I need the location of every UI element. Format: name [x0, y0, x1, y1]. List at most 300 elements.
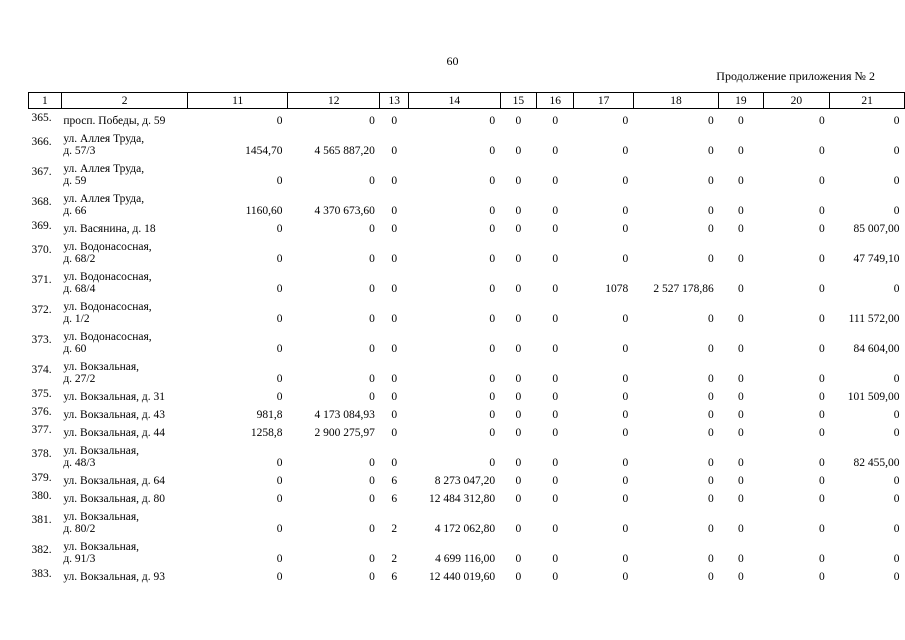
cell-16: 0 [552, 343, 559, 355]
cell-17: 1078 [605, 283, 629, 295]
cell-19: 0 [738, 553, 744, 565]
cell-11: 0 [276, 523, 283, 535]
header-cell: 21 [830, 93, 905, 109]
cell-14: 0 [489, 409, 496, 421]
cell-12: 2 900 275,97 [314, 427, 375, 439]
cell-12: 4 370 673,60 [314, 205, 375, 217]
cell-17: 0 [622, 523, 629, 535]
cell-17: 0 [622, 145, 629, 157]
cell-14: 0 [489, 253, 496, 265]
cell-21: 111 572,00 [848, 313, 900, 325]
cell-16: 0 [552, 523, 559, 535]
table-row [29, 109, 905, 128]
cell-13: 0 [391, 253, 398, 265]
cell-21: 0 [893, 571, 900, 583]
cell-15: 0 [515, 223, 522, 235]
cell-15: 0 [515, 373, 522, 385]
cell-14: 0 [489, 343, 496, 355]
table-row [29, 187, 905, 217]
cell-14: 0 [489, 205, 496, 217]
table-body [29, 109, 905, 584]
cell-21: 101 509,00 [847, 391, 900, 403]
cell-12: 0 [369, 223, 375, 235]
row-number: 374. [31, 364, 52, 376]
cell-13: 0 [391, 313, 398, 325]
cell-19: 0 [738, 283, 744, 295]
cell-17: 0 [622, 253, 629, 265]
cell-11: 0 [276, 115, 283, 127]
address-line-1: ул. Вокзальная, [63, 511, 140, 523]
cell-11: 1258,8 [250, 427, 283, 439]
cell-16: 0 [552, 205, 559, 217]
page-number: 60 [446, 54, 459, 68]
row-number: 377. [31, 424, 52, 436]
cell-12: 0 [369, 313, 375, 325]
cell-20: 0 [819, 493, 825, 505]
cell-16: 0 [552, 475, 559, 487]
cell-16: 0 [552, 391, 559, 403]
table-row [29, 217, 905, 235]
cell-19: 0 [738, 493, 744, 505]
cell-13: 2 [391, 553, 398, 565]
table-row [29, 127, 905, 157]
cell-17: 0 [622, 373, 629, 385]
address-line-1: ул. Водонасосная, [63, 271, 152, 283]
header-row [29, 93, 905, 109]
cell-18: 0 [708, 373, 714, 385]
cell-17: 0 [622, 313, 629, 325]
address-line-1: ул. Вокзальная, [63, 361, 140, 373]
cell-16: 0 [552, 145, 559, 157]
cell-11: 0 [276, 253, 283, 265]
address-line-2: д. 60 [63, 343, 87, 355]
cell-17: 0 [622, 391, 629, 403]
cell-17: 0 [622, 175, 629, 187]
address-line-2: д. 1/2 [63, 313, 90, 325]
cell-18: 0 [708, 115, 714, 127]
header-cell: 20 [763, 93, 830, 109]
cell-12: 0 [369, 391, 375, 403]
header-cell: 1 [29, 93, 62, 109]
cell-19: 0 [738, 115, 744, 127]
address-line-2: д. 27/2 [63, 373, 96, 385]
cell-20: 0 [819, 343, 825, 355]
header-cell: 17 [574, 93, 633, 109]
cell-11: 0 [276, 391, 283, 403]
cell-14: 0 [489, 223, 496, 235]
cell-12: 0 [369, 283, 375, 295]
cell-21: 0 [893, 409, 900, 421]
cell-19: 0 [738, 457, 744, 469]
header-cell: 14 [409, 93, 501, 109]
row-number: 378. [31, 448, 52, 460]
address-cell: ул. Вокзальная, д. 31 [63, 391, 166, 403]
cell-13: 0 [391, 205, 398, 217]
address-cell [61, 439, 188, 469]
cell-15: 0 [515, 313, 522, 325]
cell-19: 0 [738, 253, 744, 265]
cell-13: 0 [391, 223, 398, 235]
cell-12: 0 [369, 175, 375, 187]
cell-15: 0 [515, 205, 522, 217]
cell-18: 0 [708, 343, 714, 355]
address-cell [61, 325, 188, 355]
cell-19: 0 [738, 343, 744, 355]
address-line-1: ул. Аллея Труда, [63, 163, 145, 175]
header-cell: 13 [380, 93, 409, 109]
address-line-1: ул. Аллея Труда, [63, 193, 145, 205]
row-number: 376. [31, 406, 52, 418]
cell-18: 0 [708, 427, 714, 439]
cell-18: 0 [708, 223, 714, 235]
cell-21: 0 [893, 283, 900, 295]
cell-14: 0 [489, 175, 496, 187]
cell-18: 0 [708, 253, 714, 265]
cell-16: 0 [552, 283, 559, 295]
cell-13: 0 [391, 283, 398, 295]
appendix-label: Продолжение приложения № 2 [716, 69, 875, 83]
row-number: 372. [31, 304, 52, 316]
cell-15: 0 [515, 523, 522, 535]
address-line-1: ул. Вокзальная, [63, 541, 140, 553]
address-cell [61, 157, 188, 187]
cell-11: 0 [276, 475, 283, 487]
row-number: 369. [31, 220, 52, 232]
cell-19: 0 [738, 409, 744, 421]
cell-18: 2 527 178,86 [653, 283, 714, 295]
address-cell: ул. Вокзальная, д. 64 [63, 475, 166, 487]
address-cell: ул. Вокзальная, д. 44 [63, 427, 166, 439]
cell-15: 0 [515, 553, 522, 565]
cell-20: 0 [819, 553, 825, 565]
address-line-2: д. 68/4 [63, 283, 96, 295]
address-line-1: ул. Вокзальная, [63, 445, 140, 457]
cell-16: 0 [552, 373, 559, 385]
header-cell: 16 [537, 93, 574, 109]
cell-15: 0 [515, 391, 522, 403]
cell-15: 0 [515, 457, 522, 469]
table-row [29, 535, 905, 565]
row-number: 383. [31, 568, 52, 580]
cell-13: 0 [391, 409, 398, 421]
address-cell: ул. Васянина, д. 18 [63, 223, 156, 235]
cell-21: 0 [893, 145, 900, 157]
cell-11: 981,8 [256, 409, 283, 421]
cell-19: 0 [738, 475, 744, 487]
cell-16: 0 [552, 409, 559, 421]
cell-19: 0 [738, 205, 744, 217]
table-row [29, 325, 905, 355]
cell-12: 0 [369, 115, 375, 127]
cell-21: 82 455,00 [853, 457, 900, 469]
row-number: 366. [31, 136, 52, 148]
cell-16: 0 [552, 115, 559, 127]
cell-21: 47 749,10 [853, 253, 900, 265]
cell-14: 12 484 312,80 [428, 493, 496, 505]
cell-20: 0 [819, 145, 825, 157]
cell-11: 0 [276, 457, 283, 469]
cell-18: 0 [708, 313, 714, 325]
cell-20: 0 [819, 223, 825, 235]
address-line-2: д. 48/3 [63, 457, 96, 469]
cell-16: 0 [552, 493, 559, 505]
cell-20: 0 [819, 427, 825, 439]
table-row [29, 469, 905, 487]
cell-19: 0 [738, 523, 744, 535]
table-row [29, 403, 905, 421]
cell-21: 0 [893, 373, 900, 385]
cell-20: 0 [819, 175, 825, 187]
cell-13: 0 [391, 427, 398, 439]
cell-11: 0 [276, 493, 283, 505]
row-number: 373. [31, 334, 52, 346]
cell-20: 0 [819, 115, 825, 127]
table-row [29, 487, 905, 505]
address-line-2: д. 80/2 [63, 523, 96, 535]
cell-20: 0 [819, 457, 825, 469]
row-number: 375. [31, 388, 52, 400]
cell-21: 0 [893, 523, 900, 535]
address-cell [61, 295, 188, 325]
cell-17: 0 [622, 409, 629, 421]
cell-20: 0 [819, 571, 825, 583]
cell-14: 0 [489, 391, 496, 403]
cell-12: 0 [369, 553, 375, 565]
cell-11: 0 [276, 343, 283, 355]
cell-11: 1454,70 [245, 145, 283, 157]
row-number: 365. [31, 112, 52, 124]
cell-20: 0 [819, 373, 825, 385]
cell-15: 0 [515, 571, 522, 583]
header-cell: 11 [188, 93, 288, 109]
cell-15: 0 [515, 175, 522, 187]
header-cell: 15 [500, 93, 536, 109]
cell-13: 0 [391, 175, 398, 187]
cell-19: 0 [738, 373, 744, 385]
table-row [29, 565, 905, 583]
address-line-2: д. 59 [63, 175, 87, 187]
cell-17: 0 [622, 343, 629, 355]
cell-11: 0 [276, 553, 283, 565]
cell-20: 0 [819, 475, 825, 487]
cell-12: 0 [369, 343, 375, 355]
address-line-2: д. 57/3 [63, 145, 96, 157]
cell-20: 0 [819, 253, 825, 265]
cell-17: 0 [622, 553, 629, 565]
cell-14: 0 [489, 457, 496, 469]
table-row [29, 157, 905, 187]
cell-14: 4 172 062,80 [434, 523, 496, 535]
cell-17: 0 [622, 427, 629, 439]
row-number: 381. [31, 514, 52, 526]
cell-11: 0 [276, 571, 283, 583]
cell-13: 0 [391, 115, 398, 127]
row-number: 371. [31, 274, 52, 286]
cell-21: 0 [893, 493, 900, 505]
cell-15: 0 [515, 427, 522, 439]
cell-13: 0 [391, 457, 398, 469]
cell-21: 0 [893, 475, 900, 487]
cell-16: 0 [552, 457, 559, 469]
cell-14: 0 [489, 145, 496, 157]
cell-11: 0 [276, 175, 283, 187]
cell-15: 0 [515, 493, 522, 505]
address-line-1: ул. Аллея Труда, [63, 133, 145, 145]
cell-13: 0 [391, 145, 398, 157]
cell-12: 0 [369, 253, 375, 265]
header-cell: 19 [719, 93, 763, 109]
cell-16: 0 [552, 553, 559, 565]
cell-12: 0 [369, 373, 375, 385]
address-line-1: ул. Водонасосная, [63, 301, 152, 313]
cell-14: 0 [489, 283, 496, 295]
cell-20: 0 [819, 391, 825, 403]
address-cell [61, 265, 188, 295]
cell-12: 4 565 887,20 [314, 145, 375, 157]
address-cell [61, 355, 188, 385]
cell-15: 0 [515, 145, 522, 157]
table-row [29, 355, 905, 385]
cell-21: 0 [893, 205, 900, 217]
cell-18: 0 [708, 523, 714, 535]
cell-12: 0 [369, 523, 375, 535]
cell-12: 0 [369, 571, 375, 583]
cell-13: 6 [391, 475, 398, 487]
cell-18: 0 [708, 475, 714, 487]
cell-20: 0 [819, 409, 825, 421]
address-cell [61, 505, 188, 535]
cell-14: 8 273 047,20 [434, 475, 496, 487]
cell-20: 0 [819, 205, 825, 217]
address-line-1: ул. Водонасосная, [63, 331, 152, 343]
cell-14: 0 [489, 373, 496, 385]
row-number: 382. [31, 544, 52, 556]
address-cell: ул. Вокзальная, д. 93 [63, 571, 166, 583]
cell-16: 0 [552, 571, 559, 583]
cell-20: 0 [819, 313, 825, 325]
cell-15: 0 [515, 283, 522, 295]
cell-11: 0 [276, 223, 283, 235]
cell-17: 0 [622, 457, 629, 469]
table-row [29, 421, 905, 439]
data-table [28, 92, 905, 583]
address-line-2: д. 66 [63, 205, 87, 217]
cell-16: 0 [552, 253, 559, 265]
cell-18: 0 [708, 145, 714, 157]
cell-20: 0 [819, 283, 825, 295]
row-number: 379. [31, 472, 52, 484]
cell-19: 0 [738, 571, 744, 583]
cell-21: 85 007,00 [853, 223, 900, 235]
cell-18: 0 [708, 553, 714, 565]
cell-12: 0 [369, 475, 375, 487]
cell-14: 0 [489, 427, 496, 439]
cell-16: 0 [552, 427, 559, 439]
address-cell [61, 235, 188, 265]
cell-15: 0 [515, 253, 522, 265]
cell-19: 0 [738, 175, 744, 187]
cell-11: 0 [276, 373, 283, 385]
cell-18: 0 [708, 205, 714, 217]
cell-15: 0 [515, 343, 522, 355]
cell-18: 0 [708, 571, 714, 583]
table-row [29, 235, 905, 265]
cell-12: 0 [369, 493, 375, 505]
cell-16: 0 [552, 175, 559, 187]
cell-21: 0 [893, 427, 900, 439]
cell-21: 0 [893, 553, 900, 565]
cell-11: 1160,60 [245, 205, 283, 217]
cell-18: 0 [708, 457, 714, 469]
cell-14: 4 699 116,00 [435, 553, 496, 565]
cell-15: 0 [515, 409, 522, 421]
cell-13: 0 [391, 343, 398, 355]
cell-16: 0 [552, 313, 559, 325]
row-number: 380. [31, 490, 52, 502]
cell-14: 0 [489, 313, 496, 325]
address-cell: ул. Вокзальная, д. 43 [63, 409, 166, 421]
cell-19: 0 [738, 313, 744, 325]
address-cell [61, 187, 188, 217]
address-line-1: ул. Водонасосная, [63, 241, 152, 253]
cell-15: 0 [515, 115, 522, 127]
row-number: 370. [31, 244, 52, 256]
address-cell [61, 127, 188, 157]
cell-18: 0 [708, 391, 714, 403]
cell-19: 0 [738, 391, 744, 403]
table-row [29, 439, 905, 469]
cell-13: 6 [391, 571, 398, 583]
address-line-2: д. 68/2 [63, 253, 96, 265]
address-cell [61, 535, 188, 565]
table-row [29, 505, 905, 535]
cell-11: 0 [276, 313, 283, 325]
cell-13: 6 [391, 493, 398, 505]
cell-17: 0 [622, 475, 629, 487]
address-cell: просп. Победы, д. 59 [63, 115, 166, 127]
row-number: 368. [31, 196, 52, 208]
cell-19: 0 [738, 223, 744, 235]
cell-21: 0 [893, 115, 900, 127]
table-row [29, 295, 905, 325]
cell-18: 0 [708, 409, 714, 421]
cell-17: 0 [622, 205, 629, 217]
cell-21: 0 [893, 175, 900, 187]
row-number: 367. [31, 166, 52, 178]
cell-19: 0 [738, 145, 744, 157]
cell-14: 12 440 019,60 [428, 571, 496, 583]
header-cell: 12 [288, 93, 380, 109]
cell-14: 0 [489, 115, 496, 127]
table-row [29, 265, 905, 295]
cell-20: 0 [819, 523, 825, 535]
address-line-2: д. 91/3 [63, 553, 96, 565]
cell-18: 0 [708, 493, 714, 505]
cell-17: 0 [622, 223, 629, 235]
cell-21: 84 604,00 [853, 343, 900, 355]
cell-13: 0 [391, 391, 398, 403]
cell-16: 0 [552, 223, 559, 235]
cell-13: 0 [391, 373, 398, 385]
table-row [29, 385, 905, 403]
header-cell: 2 [61, 93, 188, 109]
cell-17: 0 [622, 115, 629, 127]
cell-13: 2 [391, 523, 398, 535]
cell-18: 0 [708, 175, 714, 187]
header-cell: 18 [633, 93, 719, 109]
cell-12: 0 [369, 457, 375, 469]
cell-15: 0 [515, 475, 522, 487]
